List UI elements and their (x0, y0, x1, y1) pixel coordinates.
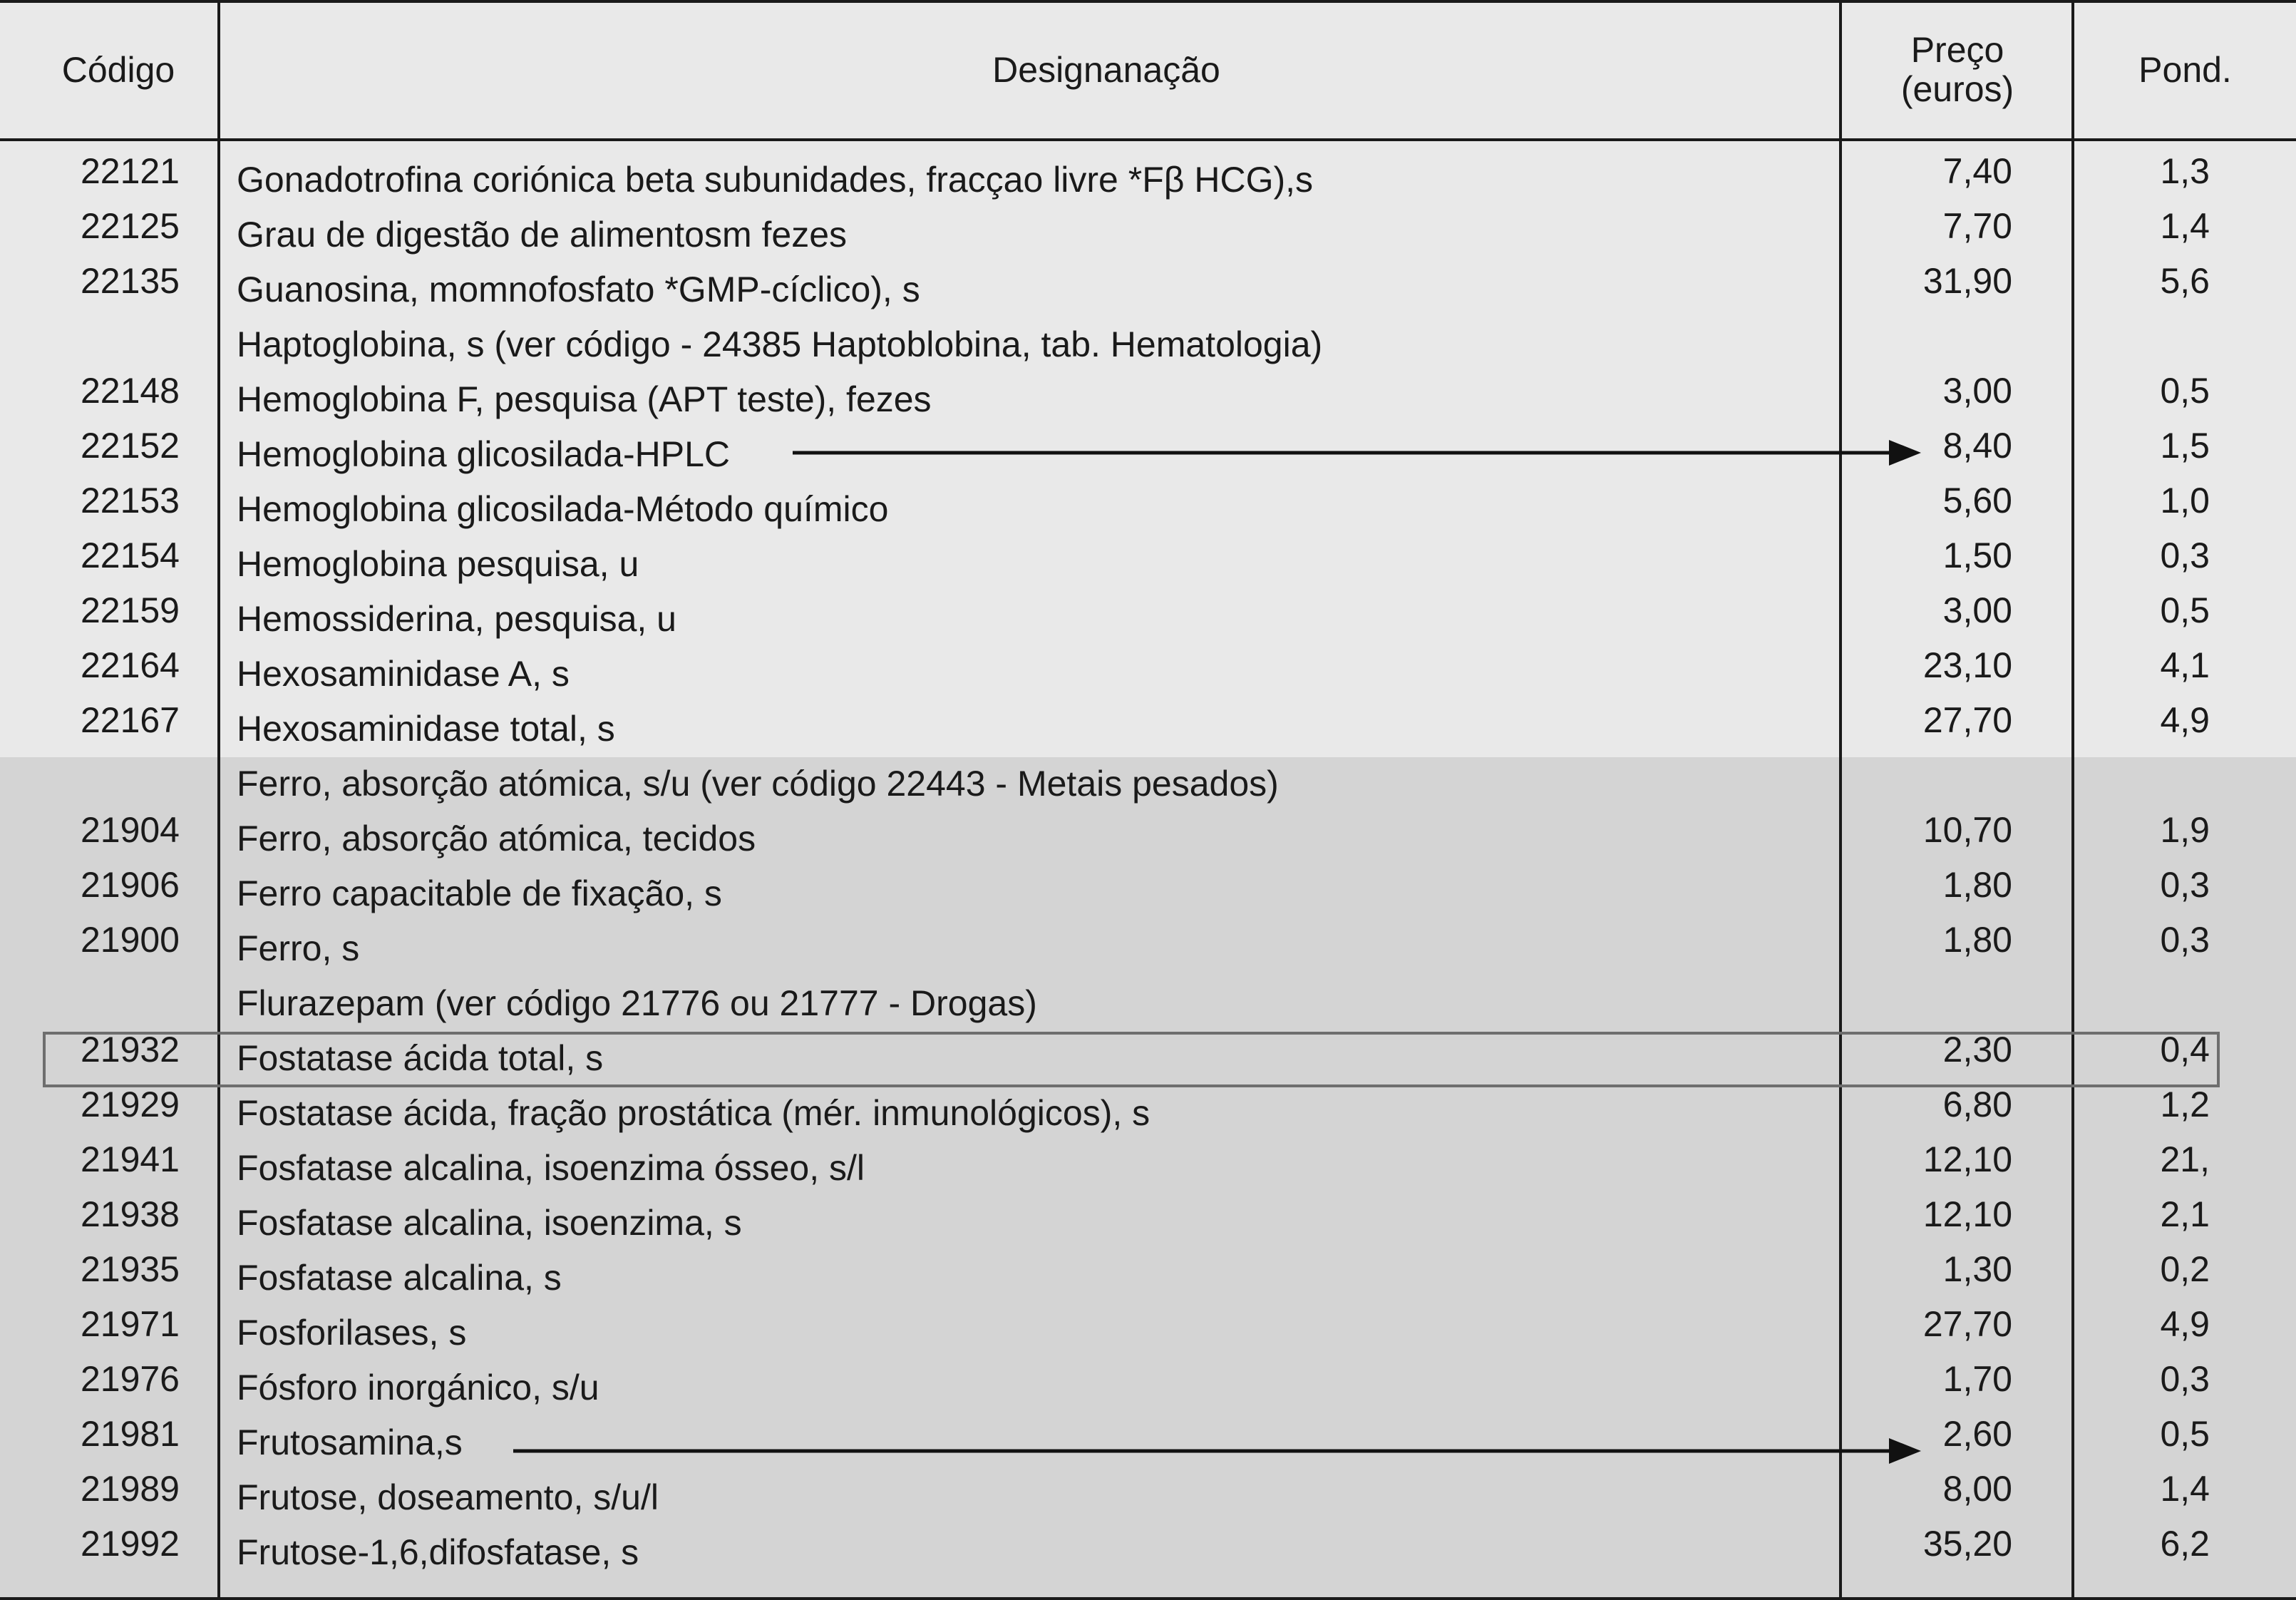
row-price: 7,70 (1942, 206, 2012, 246)
row-pond: 0,3 (2160, 920, 2210, 960)
row-pond: 0,3 (2160, 535, 2210, 575)
row-pond: 1,4 (2160, 1469, 2210, 1509)
row-price: 8,00 (1942, 1469, 2012, 1509)
row-designation: Hemoglobina glicosilada-HPLC (237, 434, 731, 474)
row-code: 22121 (80, 151, 180, 191)
header-pond-label: Pond. (2138, 49, 2232, 90)
row-pond: 2,1 (2160, 1194, 2210, 1234)
row-code: 22152 (80, 426, 180, 466)
row-pond: 0,2 (2160, 1249, 2210, 1289)
row-designation: Fosfatase alcalina, isoenzima, s (237, 1203, 742, 1243)
row-code: 21932 (80, 1030, 180, 1070)
row-pond: 0,3 (2160, 865, 2210, 905)
row-designation: Frutose, doseamento, s/u/l (237, 1477, 659, 1517)
row-price: 10,70 (1922, 810, 2012, 850)
row-pond: 0,4 (2160, 1030, 2210, 1070)
row-pond: 4,9 (2160, 700, 2210, 740)
row-price: 3,00 (1942, 371, 2012, 411)
row-pond: 0,3 (2160, 1359, 2210, 1399)
header-code-label: Código (61, 49, 175, 90)
row-pond: 1,5 (2160, 426, 2210, 466)
header-price-unit: (euros) (1900, 69, 2014, 109)
row-code: 22125 (80, 206, 180, 246)
row-pond: 0,5 (2160, 371, 2210, 411)
row-pond: 1,4 (2160, 206, 2210, 246)
row-pond: 1,2 (2160, 1084, 2210, 1124)
row-pond: 4,9 (2160, 1304, 2210, 1344)
row-designation: Hemoglobina pesquisa, u (237, 544, 639, 584)
row-price: 12,10 (1922, 1194, 2012, 1234)
row-designation: Hemoglobina glicosilada-Método químico (237, 489, 889, 529)
row-price: 1,80 (1942, 865, 2012, 905)
row-code: 21904 (80, 810, 180, 850)
row-pond: 5,6 (2160, 261, 2210, 301)
row-designation: Fosforilases, s (237, 1313, 467, 1353)
row-price: 12,10 (1922, 1139, 2012, 1179)
row-designation: Fosfatase alcalina, isoenzima ósseo, s/l (237, 1148, 865, 1188)
row-code: 22159 (80, 590, 180, 630)
row-designation: Fostatase ácida total, s (237, 1038, 604, 1078)
row-pond: 1,9 (2160, 810, 2210, 850)
row-price: 35,20 (1922, 1524, 2012, 1564)
row-code: 21938 (80, 1194, 180, 1234)
row-price: 6,80 (1942, 1084, 2012, 1124)
row-designation: Gonadotrofina coriónica beta subunidades, fracçao livre *Fβ HCG),s (237, 160, 1314, 200)
row-designation: Ferro, s (237, 928, 360, 968)
row-price: 1,80 (1942, 920, 2012, 960)
row-code: 21976 (80, 1359, 180, 1399)
row-code: 22164 (80, 645, 180, 685)
row-price: 1,70 (1942, 1359, 2012, 1399)
row-price: 1,30 (1942, 1249, 2012, 1289)
row-code: 21929 (80, 1084, 180, 1124)
row-code: 22153 (80, 481, 180, 520)
row-designation: Grau de digestão de alimentosm fezes (237, 215, 848, 255)
row-designation: Hexosaminidase A, s (237, 654, 570, 694)
row-designation: Fósforo inorgánico, s/u (237, 1368, 599, 1407)
row-designation: Hemossiderina, pesquisa, u (237, 599, 676, 639)
row-price: 31,90 (1922, 261, 2012, 301)
row-code: 21989 (80, 1469, 180, 1509)
row-designation: Ferro, absorção atómica, tecidos (237, 819, 756, 858)
header-designation-label: Designanação (992, 49, 1220, 90)
row-price: 2,30 (1942, 1030, 2012, 1070)
row-designation: Haptoglobina, s (ver código - 24385 Haptoblobina, tab. Hematologia) (237, 324, 1323, 364)
row-pond: 0,5 (2160, 590, 2210, 630)
row-pond: 0,5 (2160, 1414, 2210, 1454)
row-price: 23,10 (1922, 645, 2012, 685)
row-pond: 1,0 (2160, 481, 2210, 520)
arrow-hplc (793, 440, 1921, 466)
row-price: 27,70 (1922, 700, 2012, 740)
row-designation: Ferro, absorção atómica, s/u (ver código 22443 - Metais pesados) (237, 764, 1279, 804)
row-designation: Frutose-1,6,difosfatase, s (237, 1532, 639, 1572)
row-pond: 6,2 (2160, 1524, 2210, 1564)
row-price: 27,70 (1922, 1304, 2012, 1344)
header-price-label: Preço (1910, 30, 2004, 70)
row-code: 21906 (80, 865, 180, 905)
row-code: 22154 (80, 535, 180, 575)
row-designation: Fostatase ácida, fração prostática (mér. inmunológicos), s (237, 1093, 1150, 1133)
row-pond: 4,1 (2160, 645, 2210, 685)
row-code: 21935 (80, 1249, 180, 1289)
row-designation: Frutosamina,s (237, 1422, 463, 1462)
row-pond: 1,3 (2160, 151, 2210, 191)
row-designation: Ferro capacitable de fixação, s (237, 873, 722, 913)
row-designation: Hemoglobina F, pesquisa (APT teste), fezes (237, 379, 932, 419)
row-code: 22135 (80, 261, 180, 301)
row-designation: Hexosaminidase total, s (237, 709, 615, 749)
row-code: 21971 (80, 1304, 180, 1344)
row-price: 7,40 (1942, 151, 2012, 191)
row-designation: Fosfatase alcalina, s (237, 1258, 562, 1298)
row-designation: Guanosina, momnofosfato *GMP-cíclico), s (237, 270, 920, 309)
row-code: 22167 (80, 700, 180, 740)
arrow-frutosamina (513, 1438, 1921, 1464)
row-pond: 21, (2160, 1139, 2210, 1179)
row-designation: Flurazepam (ver código 21776 ou 21777 - Drogas) (237, 983, 1037, 1023)
row-code: 21900 (80, 920, 180, 960)
row-price: 5,60 (1942, 481, 2012, 520)
row-price: 2,60 (1942, 1414, 2012, 1454)
row-code: 22148 (80, 371, 180, 411)
row-price: 8,40 (1942, 426, 2012, 466)
row-code: 21992 (80, 1524, 180, 1564)
row-code: 21981 (80, 1414, 180, 1454)
row-price: 1,50 (1942, 535, 2012, 575)
row-code: 21941 (80, 1139, 180, 1179)
row-price: 3,00 (1942, 590, 2012, 630)
